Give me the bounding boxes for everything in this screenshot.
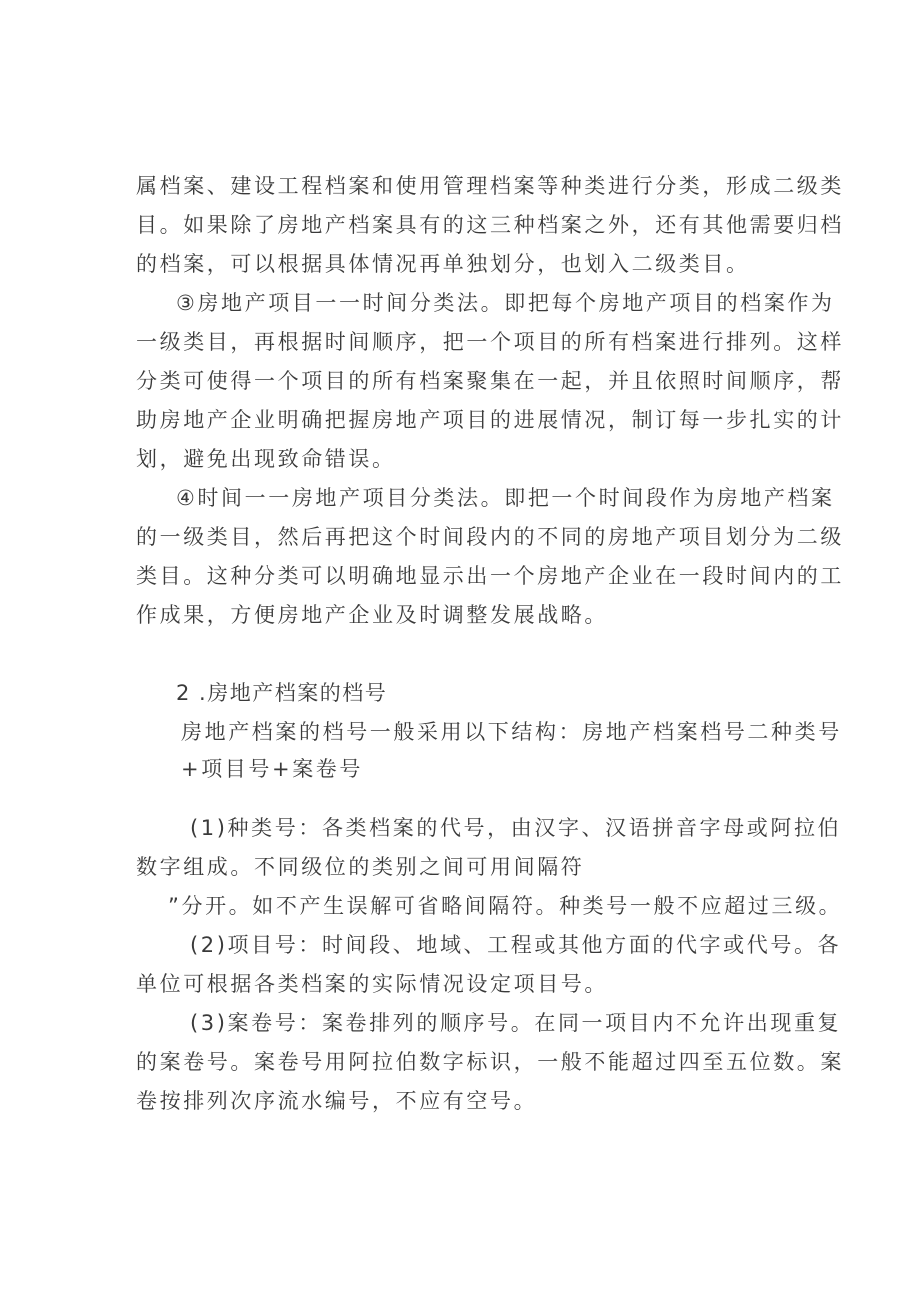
paragraph-line: 属档案、建设工程档案和使用管理档案等种类进行分类，形成二级类 (136, 174, 844, 198)
paragraph-line: ④时间一一房地产项目分类法。即把一个时间段作为房地产档案 (176, 486, 835, 510)
paragraph-line: (3)案卷号：案卷排列的顺序号。在同一项目内不允许出现重复 (190, 1011, 842, 1035)
paragraph-line: (2)项目号：时间段、地域、工程或其他方面的代字或代号。各 (190, 933, 842, 957)
paragraph-line: 一级类目，再根据时间顺序，把一个项目的所有档案进行排列。这样 (136, 330, 844, 354)
paragraph-line: 助房地产企业明确把握房地产项目的进展情况，制订每一步扎实的计 (136, 408, 844, 432)
paragraph-line: +项目号+案卷号 (181, 757, 363, 781)
paragraph-line: 类目。这种分类可以明确地显示出一个房地产企业在一段时间内的工 (136, 564, 844, 588)
section-heading: 2 .房地产档案的档号 (176, 681, 388, 705)
paragraph-line: 的案卷号。案卷号用阿拉伯数字标识，一般不能超过四至五位数。案 (136, 1050, 844, 1074)
paragraph-line: 数字组成。不同级位的类别之间可用间隔符 (136, 855, 585, 879)
paragraph-line: ③房地产项目一一时间分类法。即把每个房地产项目的档案作为 (176, 291, 835, 315)
paragraph-line: 作成果，方便房地产企业及时调整发展战略。 (136, 603, 608, 627)
paragraph-line: 分类可使得一个项目的所有档案聚集在一起，并且依照时间顺序，帮 (136, 369, 844, 393)
paragraph-line: 的一级类目，然后再把这个时间段内的不同的房地产项目划分为二级 (136, 525, 844, 549)
paragraph-line: 房地产档案的档号一般采用以下结构：房地产档案档号二种类号 (181, 720, 842, 744)
paragraph-line: 单位可根据各类档案的实际情况设定项目号。 (136, 972, 608, 996)
paragraph-line: 的档案，可以根据具体情况再单独划分，也划入二级类目。 (136, 252, 750, 276)
paragraph-line: 卷按排列次序流水编号，不应有空号。 (136, 1089, 538, 1113)
paragraph-line: 划，避免出现致命错误。 (136, 447, 396, 471)
paragraph-line: 目。如果除了房地产档案具有的这三种档案之外，还有其他需要归档 (136, 213, 844, 237)
paragraph-line: (1)种类号：各类档案的代号，由汉字、汉语拼音字母或阿拉伯 (190, 816, 842, 840)
paragraph-line: ”分开。如不产生误解可省略间隔符。种类号一般不应超过三级。 (168, 894, 843, 918)
